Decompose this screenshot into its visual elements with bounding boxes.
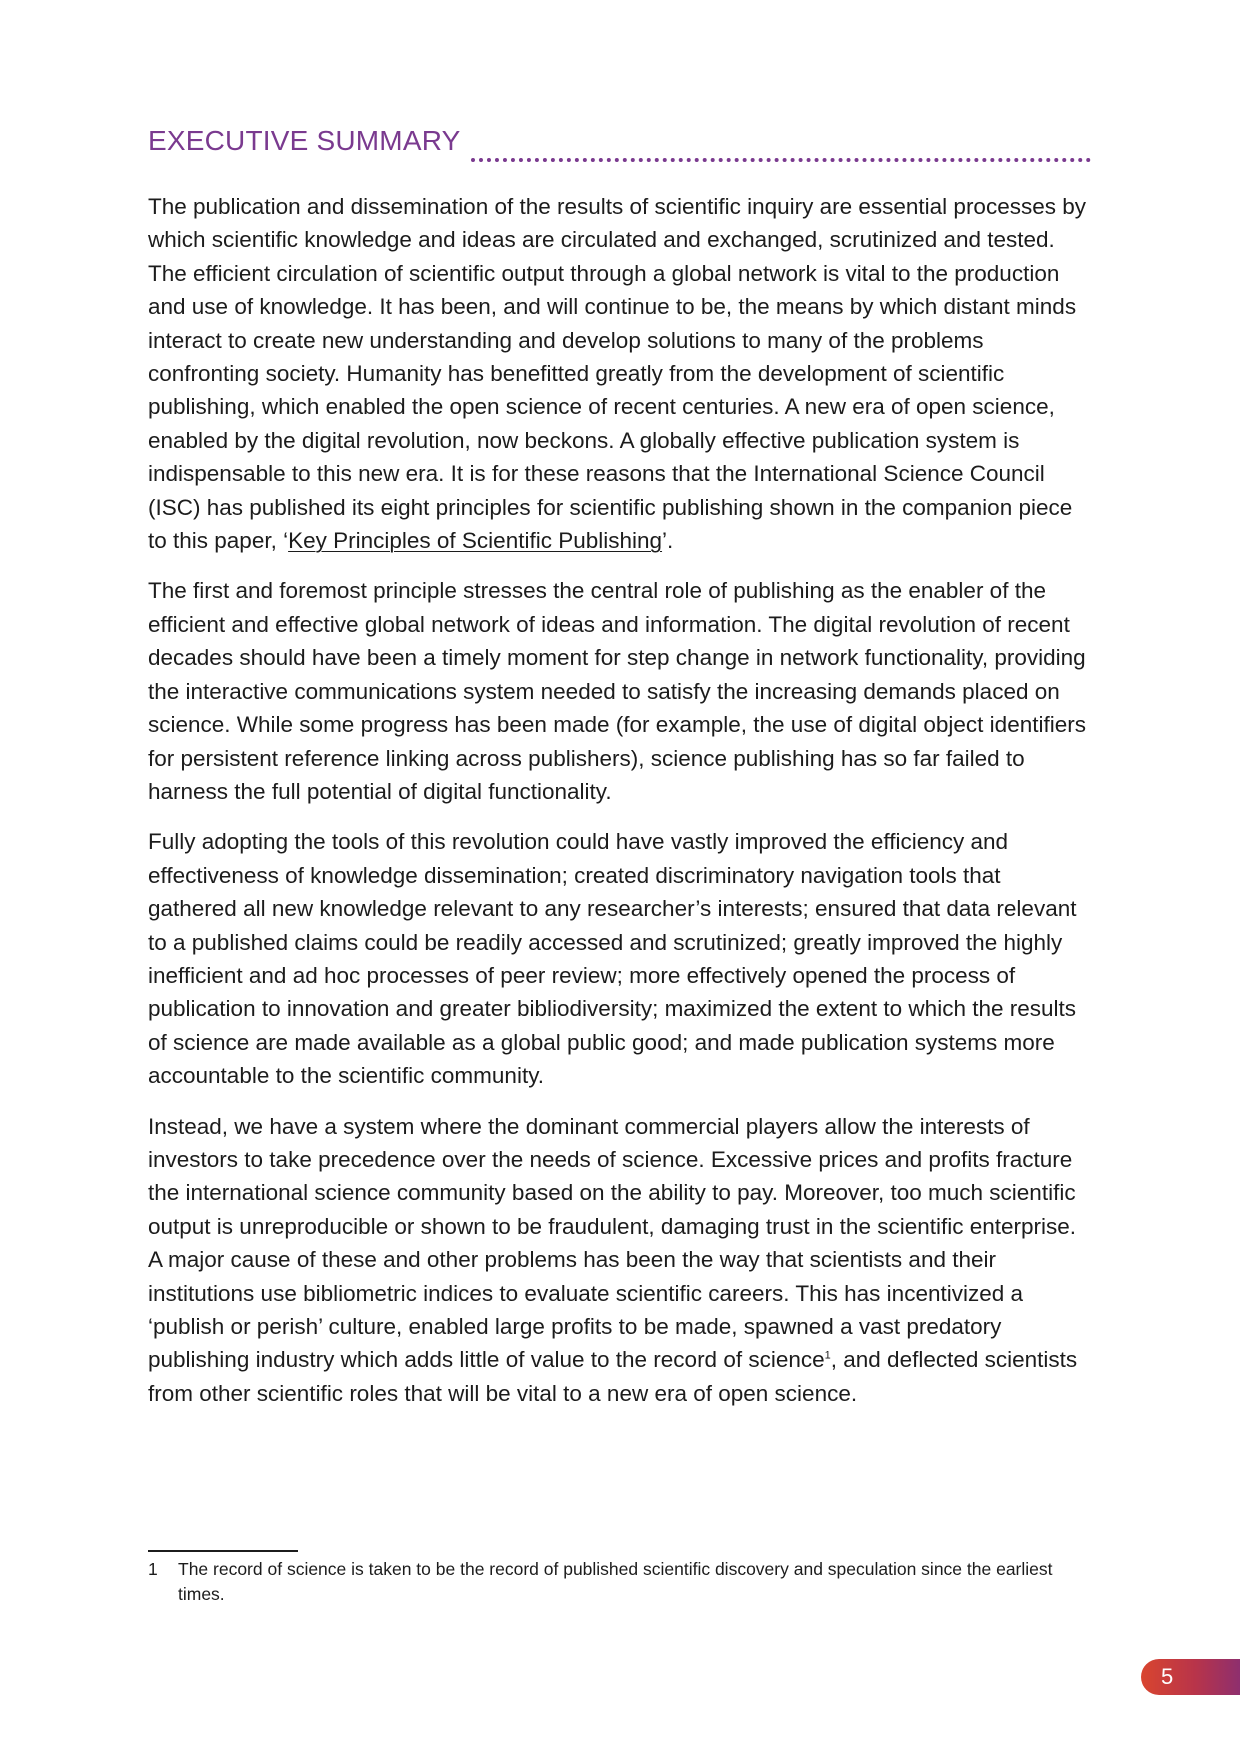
- heading-dotted-rule: [471, 158, 1092, 162]
- footnote-reference[interactable]: 1: [824, 1349, 831, 1362]
- page-number: 5: [1161, 1664, 1174, 1689]
- key-principles-link[interactable]: Key Principles of Scientific Publishing: [288, 528, 663, 554]
- paragraph-4-text: Instead, we have a system where the dominant commercial players allow the interests of investors to take precedence over the needs of science. Excessive prices and profits fracture the international science community based on the ability to pay. Moreover, too much scientific output is unreproducible or shown to be fraudulent, damaging trust in the scientific enterprise. A major cause of these and other problems has been the way that scientists and their institutions use bibliometric indices to evaluate scientific careers. This has incentivized a ‘publish or perish’ culture, enabled large profits to be made, spawned a vast predatory publishing industry which adds little of value to the record of science: [148, 1113, 1077, 1373]
- section-heading-row: [148, 125, 1091, 176]
- footnote-number: 1: [148, 1559, 158, 1579]
- paragraph-2: The first and foremost principle stresses the central role of publishing as the enabler of the efficient and effective global network of ideas and information. The digital revolution of recent decades should have been a timely moment for step change in network functionality, providing the interactive communications system needed to satisfy the increasing demands placed on science. While some progress has been made (for example, the use of digital object identifiers for persistent reference linking across publishers), science publishing has so far failed to harness the full potential of digital functionality.: [148, 578, 1086, 804]
- paragraph-3: Fully adopting the tools of this revolution could have vastly improved the efficiency and effectiveness of knowledge dissemination; created discriminatory navigation tools that gathered all new knowledge relevant to any researcher’s interests; ensured that data relevant to a published claims could be readily accessed and scrutinized; greatly improved the highly inefficient and ad hoc processes of peer review; more effectively opened the process of publication to innovation and greater bibliodiversity; maximized the extent to which the results of science are made available as a global public good; and made publication systems more accountable to the scientific community.: [148, 829, 1077, 1089]
- footnote-text: The record of science is taken to be the record of published scientific discovery and speculation since the earliest times.: [178, 1559, 1053, 1604]
- footnote-divider: [148, 1550, 298, 1552]
- paragraph-4: [148, 1110, 1091, 1411]
- page-number-badge: [1141, 1659, 1240, 1695]
- paragraph-4-end: , and deflected scientists from other scientific roles that will be vital to a new era of open science.: [148, 1347, 1078, 1406]
- paragraph-1-end: ’.: [662, 528, 674, 554]
- paragraph-1-text: The publication and dissemination of the results of scientific inquiry are essential processes by which scientific knowledge and ideas are circulated and exchanged, scrutinized and tested. The efficient circulation of scientific output through a global network is vital to the production and use of knowledge. It has been, and will continue to be, the means by which distant minds interact to create new understanding and develop solutions to many of the problems confronting society. Humanity has benefitted greatly from the development of scientific publishing, which enabled the open science of recent centuries. A new era of open science, enabled by the digital revolution, now beckons. A globally effective publication system is indispensable to this new era. It is for these reasons that the International Science Council (ISC) has published its eight principles for scientific publishing shown in the companion piece to this paper, ‘: [148, 194, 1086, 554]
- page-content: [148, 125, 1091, 1427]
- section-heading: EXECUTIVE SUMMARY: [148, 125, 461, 157]
- footnote: [148, 1557, 1091, 1607]
- paragraph-1: [148, 190, 1091, 557]
